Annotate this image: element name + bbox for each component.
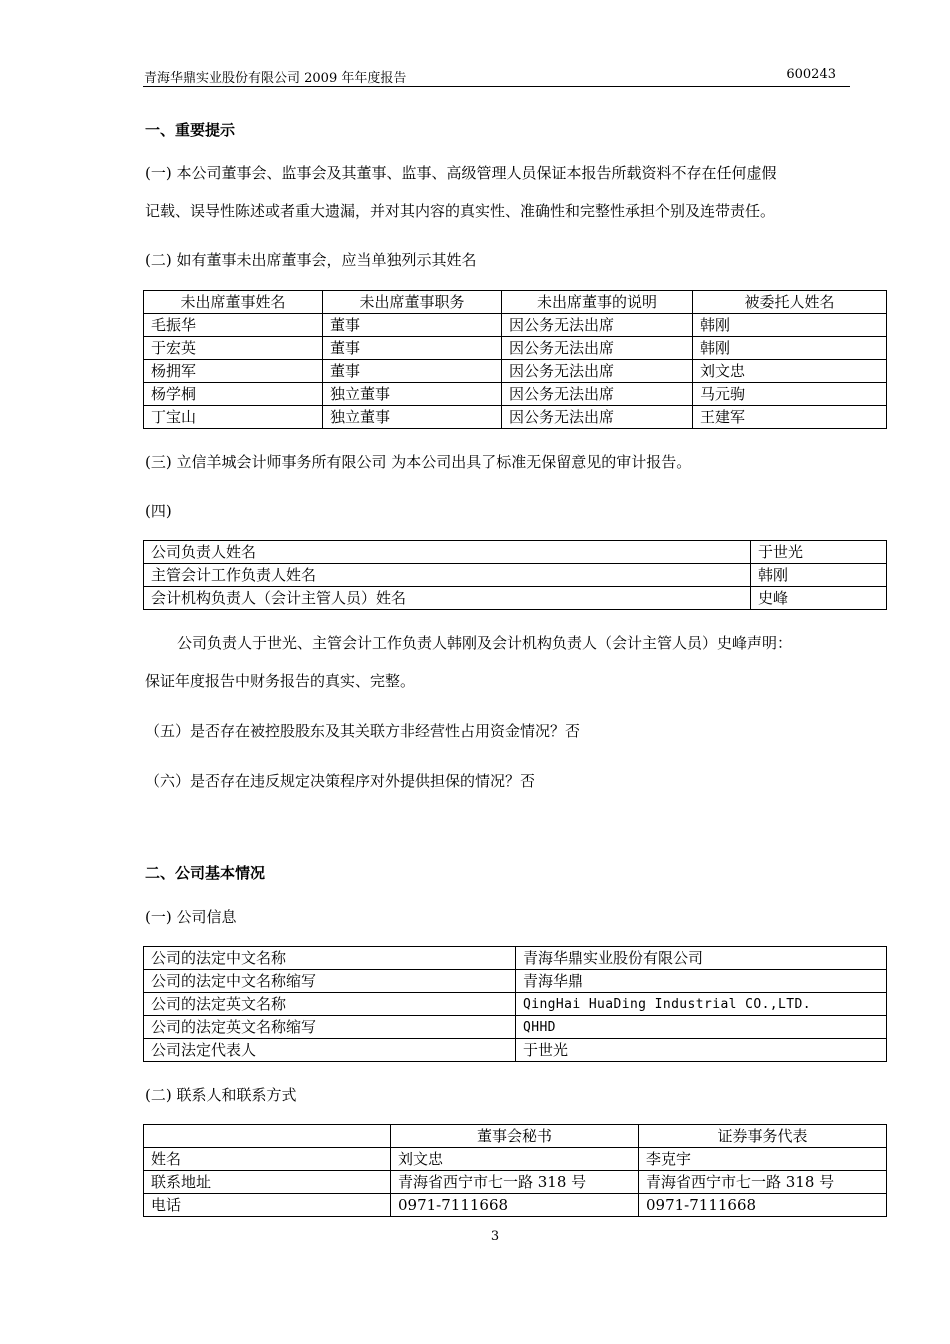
page-header (143, 64, 850, 87)
table-cell: 0971-7111668 (391, 1194, 639, 1217)
absent-directors-table (143, 290, 887, 429)
table-row (144, 383, 887, 406)
statement-line-2: 保证年度报告中财务报告的真实、完整。 (145, 672, 416, 690)
table-cell: 因公务无法出席 (502, 406, 693, 429)
table-cell: 主管会计工作负责人姓名 (144, 564, 751, 587)
table-cell: 青海华鼎实业股份有限公司 (516, 947, 887, 970)
table-row (144, 1194, 887, 1217)
column-header: 董事会秘书 (391, 1125, 639, 1148)
table-cell: 刘文忠 (391, 1148, 639, 1171)
table-cell: 因公务无法出席 (502, 314, 693, 337)
contacts-table (143, 1124, 887, 1217)
table-cell: 李克宇 (639, 1148, 887, 1171)
statement-line-1: 公司负责人于世光、主管会计工作负责人韩刚及会计机构负责人（会计主管人员）史峰声明： (177, 634, 793, 652)
table-row (144, 947, 887, 970)
table-cell: 因公务无法出席 (502, 383, 693, 406)
table-cell: 电话 (144, 1194, 391, 1217)
subsection-company-info: (一) 公司信息 (145, 908, 237, 926)
column-header: 未出席董事职务 (323, 291, 502, 314)
table-cell: 青海华鼎 (516, 970, 887, 993)
table-cell: 董事 (323, 337, 502, 360)
table-header-row (144, 1125, 887, 1148)
table-cell: 董事 (323, 360, 502, 383)
table-cell: 公司的法定英文名称 (144, 993, 516, 1016)
page-number: 3 (490, 1229, 500, 1244)
paragraph-5: （五）是否存在被控股股东及其关联方非经营性占用资金情况？否 (145, 722, 581, 740)
paragraph-1-line-2: 记载、误导性陈述或者重大遗漏，并对其内容的真实性、准确性和完整性承担个别及连带责任。 (145, 202, 776, 220)
table-cell: 公司的法定中文名称 (144, 947, 516, 970)
table-cell: 韩刚 (693, 314, 887, 337)
table-cell: 独立董事 (323, 406, 502, 429)
table-cell: 姓名 (144, 1148, 391, 1171)
column-header: 证券事务代表 (639, 1125, 887, 1148)
column-header: 未出席董事的说明 (502, 291, 693, 314)
table-cell: 刘文忠 (693, 360, 887, 383)
table-cell: 青海省西宁市七一路 318 号 (639, 1171, 887, 1194)
table-cell: 于世光 (751, 541, 887, 564)
column-header (144, 1125, 391, 1148)
responsible-persons-table (143, 540, 887, 610)
paragraph-1-line-1: (一) 本公司董事会、监事会及其董事、监事、高级管理人员保证本报告所载资料不存在任何虚假 (145, 164, 777, 182)
table-row (144, 1039, 887, 1062)
table-row (144, 1148, 887, 1171)
table-row (144, 564, 887, 587)
section-title-company-info: 二、公司基本情况 (145, 864, 266, 882)
table-cell: 杨拥军 (144, 360, 323, 383)
table-header-row (144, 291, 887, 314)
table-cell: 因公务无法出席 (502, 360, 693, 383)
table-row (144, 970, 887, 993)
table-cell: 于宏英 (144, 337, 323, 360)
table-cell: 会计机构负责人（会计主管人员）姓名 (144, 587, 751, 610)
table-row (144, 587, 887, 610)
paragraph-3: (三) 立信羊城会计师事务所有限公司 为本公司出具了标准无保留意见的审计报告。 (145, 453, 692, 471)
column-header: 未出席董事姓名 (144, 291, 323, 314)
table-cell: 青海省西宁市七一路 318 号 (391, 1171, 639, 1194)
table-row (144, 993, 887, 1016)
table-cell: QingHai HuaDing Industrial CO.,LTD. (516, 993, 887, 1016)
subsection-contacts: (二) 联系人和联系方式 (145, 1086, 297, 1104)
table-cell: 韩刚 (693, 337, 887, 360)
table-cell: 公司的法定中文名称缩写 (144, 970, 516, 993)
table-cell: 董事 (323, 314, 502, 337)
report-title: 青海华鼎实业股份有限公司 2009 年年度报告 (144, 71, 407, 86)
table-cell: 史峰 (751, 587, 887, 610)
company-info-table (143, 946, 887, 1062)
table-cell: 0971-7111668 (639, 1194, 887, 1217)
table-row (144, 337, 887, 360)
table-row (144, 360, 887, 383)
table-row (144, 1171, 887, 1194)
table-cell: 公司的法定英文名称缩写 (144, 1016, 516, 1039)
table-cell: 杨学桐 (144, 383, 323, 406)
table-cell: 独立董事 (323, 383, 502, 406)
table-cell: 公司法定代表人 (144, 1039, 516, 1062)
table-cell: 公司负责人姓名 (144, 541, 751, 564)
table-row (144, 406, 887, 429)
paragraph-4: (四) (145, 502, 172, 520)
table-cell: 丁宝山 (144, 406, 323, 429)
table-cell: 于世光 (516, 1039, 887, 1062)
table-row (144, 1016, 887, 1039)
paragraph-6: （六）是否存在违反规定决策程序对外提供担保的情况？否 (145, 772, 536, 790)
section-title-important-notes: 一、重要提示 (145, 121, 236, 139)
table-cell: 韩刚 (751, 564, 887, 587)
table-cell: QHHD (516, 1016, 887, 1039)
table-row (144, 314, 887, 337)
stock-code: 600243 (786, 67, 836, 82)
table-cell: 毛振华 (144, 314, 323, 337)
column-header: 被委托人姓名 (693, 291, 887, 314)
table-cell: 马元驹 (693, 383, 887, 406)
table-cell: 王建军 (693, 406, 887, 429)
paragraph-2: (二) 如有董事未出席董事会，应当单独列示其姓名 (145, 251, 477, 269)
table-cell: 因公务无法出席 (502, 337, 693, 360)
table-cell: 联系地址 (144, 1171, 391, 1194)
table-row (144, 541, 887, 564)
